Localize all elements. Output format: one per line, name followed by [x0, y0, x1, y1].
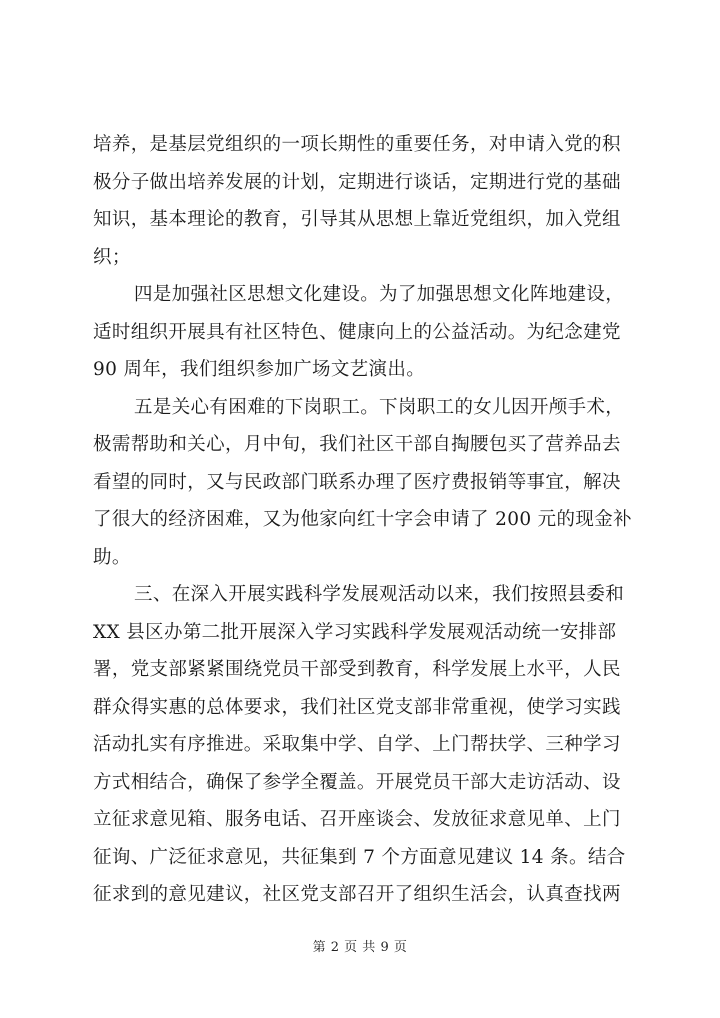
- text-line: 知识，基本理论的教育，引导其从思想上靠近党组织，加入党组: [93, 209, 621, 230]
- text-line: 立征求意见箱、服务电话、召开座谈会、发放征求意见单、上门: [93, 809, 621, 830]
- text-line: 培养，是基层党组织的一项长期性的重要任务，对申请入党的积: [93, 134, 621, 155]
- text-line: 看望的同时，又与民政部门联系办理了医疗费报销等事宜，解决: [93, 471, 621, 493]
- text-line: 群众得实惠的总体要求，我们社区党支部非常重视，使学习实践: [93, 696, 621, 718]
- text-line: 活动扎实有序推进。采取集中学、自学、上门帮扶学、三种学习: [93, 734, 621, 755]
- text-line: 极需帮助和关心，月中旬，我们社区干部自掏腰包买了营养品去: [93, 434, 621, 455]
- text-line: 征求到的意见建议，社区党支部召开了组织生活会，认真查找两: [93, 884, 621, 905]
- body-text: [93, 126, 638, 914]
- text-line: XX 县区办第二批开展深入学习实践科学发展观活动统一安排部: [93, 621, 617, 643]
- text-line: 适时组织开展具有社区特色、健康向上的公益活动。为纪念建党: [93, 321, 621, 343]
- text-line: 方式相结合，确保了参学全覆盖。开展党员干部大走访活动、设: [93, 771, 621, 793]
- page-number-footer: 第 2 页 共 9 页: [312, 940, 408, 955]
- text-line: 署，党支部紧紧围绕党员干部受到教育，科学发展上水平，人民: [93, 659, 621, 680]
- text-line: 90 周年，我们组织参加广场文艺演出。: [93, 359, 426, 380]
- text-line: 四是加强社区思想文化建设。为了加强思想文化阵地建设，: [134, 284, 625, 305]
- text-line: 征询、广泛征求意见，共征集到 7 个方面意见建议 14 条。结合: [93, 846, 626, 868]
- text-line: 五是关心有困难的下岗职工。下岗职工的女儿因开颅手术，: [134, 396, 625, 418]
- text-line: 极分子做出培养发展的计划，定期进行谈话，定期进行党的基础: [93, 171, 621, 193]
- text-line: 三、在深入开展实践科学发展观活动以来，我们按照县委和: [134, 584, 625, 605]
- text-line: 织；: [93, 246, 131, 268]
- text-line: 了很大的经济困难，又为他家向红十字会申请了 200 元的现金补: [93, 509, 632, 530]
- text-line: 助。: [93, 546, 131, 568]
